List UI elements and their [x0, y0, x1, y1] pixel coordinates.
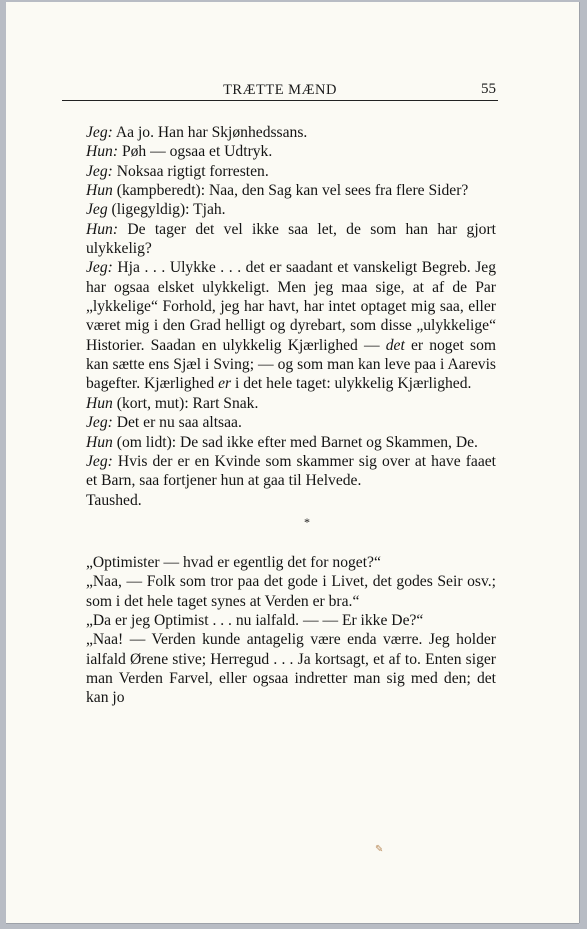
- speaker: Jeg:: [86, 162, 113, 180]
- running-title: TRÆTTE MÆND: [223, 82, 337, 98]
- speaker: Jeg:: [86, 259, 113, 277]
- line-text: Hvis der er en Kvinde som skammer sig over at have faaet et Barn, saa fortjener hun at gaa til Helvede.: [86, 452, 496, 490]
- dialogue-line: [66, 123, 496, 142]
- speaker: Hun: [86, 433, 113, 451]
- book-page: [6, 2, 579, 923]
- line-text: Taushed.: [86, 491, 142, 509]
- section-separator: *: [304, 514, 310, 529]
- line-text: (kampberedt): Naa, den Sag kan vel sees fra flere Sider?: [112, 182, 469, 200]
- line-text: Noksaa rigtigt forresten.: [112, 162, 269, 180]
- dialogue-line: [66, 162, 496, 181]
- line-text: Pøh — ogsaa et Udtryk.: [118, 143, 273, 161]
- paragraph: „Da er jeg Optimist . . . nu ialfald. — — Er ikke De?“: [86, 611, 424, 629]
- stage-direction: [66, 491, 496, 510]
- paragraph: „Naa, — Folk som tror paa det gode i Livet, det godes Seir osv.; som i det hele taget synes at Verden er bra.“: [86, 573, 496, 610]
- dialogue-line: [66, 142, 496, 161]
- dialogue-line: [66, 258, 496, 393]
- line-text: Aa jo. Han har Skjønhedssans.: [112, 124, 308, 141]
- line-text-part: i det hele taget: ulykkelig Kjærlighed.: [231, 375, 472, 393]
- dialogue-line: [66, 200, 496, 219]
- ink-mark: ✎: [375, 844, 384, 855]
- line-text-part: Hja . . . Ulykke . . . det er saadant et vanskeligt Begreb. Jeg har ogsaa elsket ulykkeligt. Men jeg maa sige, at af de Par „lykkelige“ Forhold, jeg har havt, har intet optaget mig saa, eller været mig i den Grad helligt og dyrebart, som disse „ulykkelige“ Historier. Saadan en ulykkelig Kjærlighed —: [86, 259, 496, 354]
- body-text: [66, 123, 496, 708]
- line-text-emphasis: er: [218, 375, 232, 393]
- speaker: Hun: [86, 394, 113, 412]
- speaker: Jeg: [86, 201, 108, 219]
- dialogue-line: [66, 433, 496, 452]
- speaker: Hun:: [86, 220, 119, 238]
- dialogue-line: [66, 413, 496, 432]
- dialogue-line: [66, 452, 496, 491]
- line-text-part: er noget som kan sætte ens Sjæl i Sving; — og som man kan leve paa i Aarevis bagefter. Kjærlighed: [86, 336, 496, 393]
- page-number: 55: [481, 81, 496, 97]
- speaker: Jeg:: [86, 452, 113, 470]
- dialogue-line: [66, 394, 496, 413]
- dialogue-line: [66, 181, 496, 200]
- speaker: Jeg:: [86, 124, 113, 141]
- paragraph: „Naa! — Verden kunde antagelig være enda værre. Jeg holder ialfald Ørene stive; Herregud . . . Ja kortsagt, et af to. Enten siger man Verden Farvel, eller ogsaa indretter man sig med den; det kan jo: [86, 631, 496, 707]
- dialogue-line: [66, 220, 496, 259]
- line-text: Det er nu saa altsaa.: [112, 414, 242, 432]
- running-header: [62, 78, 498, 101]
- speaker: Hun:: [86, 143, 119, 161]
- paragraph: „Optimister — hvad er egentlig det for noget?“: [86, 553, 381, 571]
- line-text: (kort, mut): Rart Snak.: [112, 394, 259, 412]
- speaker: Jeg:: [86, 414, 113, 432]
- speaker: Hun: [86, 182, 113, 200]
- line-text: (ligegyldig): Tjah.: [107, 201, 226, 219]
- line-text: (om lidt): De sad ikke efter med Barnet og Skammen, De.: [112, 433, 478, 451]
- line-text-emphasis: det: [385, 336, 405, 354]
- line-text: De tager det vel ikke saa let, de som han har gjort ulykkelig?: [86, 220, 496, 258]
